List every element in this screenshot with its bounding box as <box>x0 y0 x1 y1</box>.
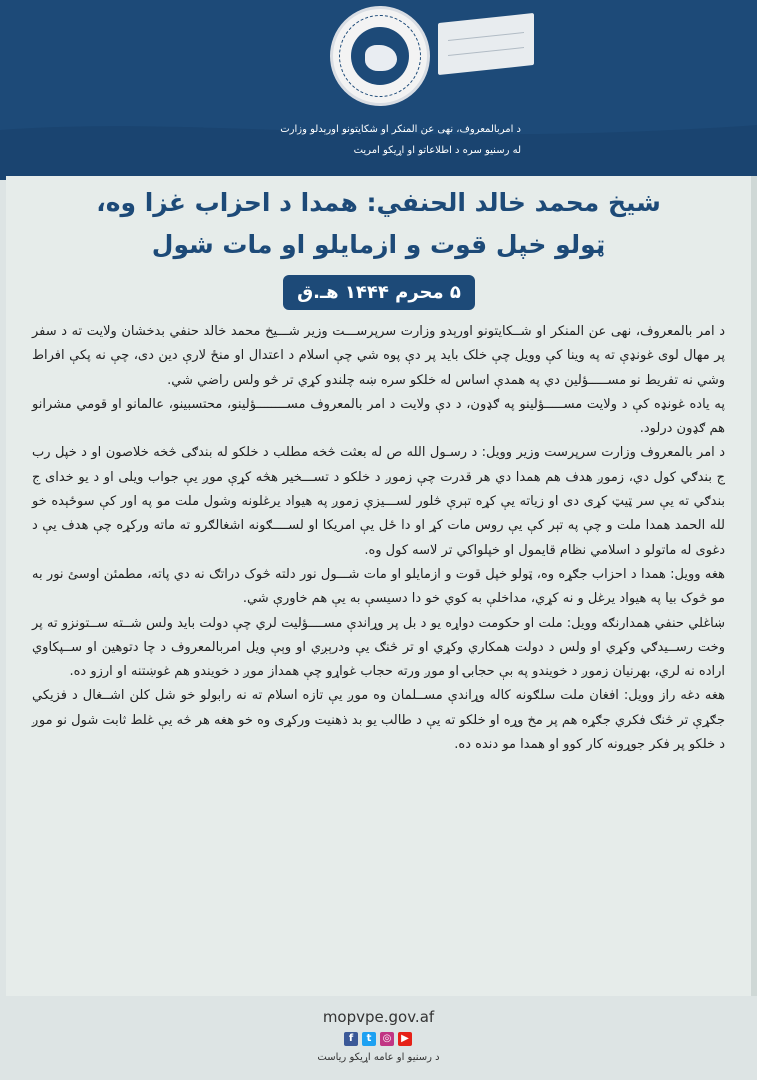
headline-line-2: ټولو خپل قوت و ازمایلو او مات شول <box>151 230 606 259</box>
paragraph: د امر بالمعروف وزارت سرپرست وزیر وویل: د رسـول الله ص له بعثت څخه مطلب د خلکو له بندګی څخه خلاصون او د خپل رب ج بندګي کول دي، زموږ هدف هم همدا دي هر قدرت چې زموږ د خلکو د تســـخیر هڅه کړې موږ یې جواب ویلی او د یو خدای ج بندګي ته یې سر ټیټ کړی دی او زیاته یې کړه تېرې څلور لســـیزې زموږ په هیواد یرغلونه وشول ملت مو په اور کې سوځېده خو لله الحمد همدا ملت و چې په تېر کې یې روس مات کړ او دا ځل یې امریکا او لســــګونه اشغالګرو ته ماته ورکړه چې هدف یې د دغوی له ماتولو د اسلامي نظام قایمول او خپلواکي تر لاسه کول وه. <box>32 445 725 558</box>
paragraph: په یاده غونډه کې د ولایت مســـــؤلینو په ګډون، د دې ولایت د امر بالمعروف مســــــــؤلینو، محتسبینو، عالمانو او قومي مشرانو هم ګډون درلود. <box>32 396 725 437</box>
twitter-icon[interactable]: t <box>362 1032 376 1046</box>
paragraph: هغه وویل: همدا د احزاب جګړه وه، ټولو خپل قوت و ازمایلو او مات شـــول نور دلته څوک دراتګ نه دي پاته، مطمئن اوسئ نور به مو څوک بیا په هیواد یرغل و نه کړي، مداخلې به کوي خو دا دسیسې به یې هم خاورې شي. <box>32 566 725 607</box>
facebook-icon[interactable]: f <box>344 1032 358 1046</box>
youtube-icon[interactable]: ▶ <box>398 1032 412 1046</box>
right-edge-bar <box>751 176 757 996</box>
header-banner <box>0 0 757 172</box>
headline-line-1: شیخ محمد خالد الحنفي: همدا د احزاب غزا وه، <box>96 188 661 217</box>
website-link[interactable]: mopvpe.gov.af <box>322 1008 435 1026</box>
date-badge: ۵ محرم ۱۴۴۴ هـ.ق <box>283 275 475 310</box>
article-body <box>32 320 725 757</box>
paragraph: هغه دغه راز وویل: افغان ملت سلګونه کاله وړاندې مســلمان وه موږ یې تازه اسلام ته نه رابولو خو شل کلن اشــغال د فزیکي جګړې تر څنګ فکري جګړه هم پر مخ وړه او خلکو ته یې د طالب یو بد ذهنیت ورکړی وه خو هغه هر څه یې غلط ثابت شول نو موږ د خلکو پر فکر جوړونه کار کوو او همدا مو دنده ده. <box>32 688 725 753</box>
paragraph: د امر بالمعروف، نهی عن المنکر او شــکایتونو اورېدو وزارت سرپرســـت وزیر شـــیخ محمد خالد حنفي بدخشان ولایت ته د سفر پر مهال لوی غونډې ته په وینا کې وویل چې خلک باید پر دې پوه شي چې اسلام د اعتدال او منځ لارې دین دی، چې نه پکې افراط وشي نه تفریط نو مســـــؤلین دي په همدې اساس له خلکو سره ښه چلندو کړي تر څو ولس راضي شي. <box>32 324 725 388</box>
ministry-name: د امربالمعروف، نهی عن المنکر او شکایتونو اورېدلو وزارت <box>280 124 521 135</box>
paragraph: ښاغلي حنفي همدارنګه وویل: ملت او حکومت دواړه یو د بل پر وړاندې مســــؤلیت لري چې دولت باید ولس شــته ســتونزو ته پر وخت رســیدګي وکړي او ولس د دولت همکاري وکړي او تر څنګ یې ودرېږي او وېې ویل امربالمعروف د چا دتوهین او ســپکاوي اراده نه لري، بهرنیان زموږ د خویندو په بې حجابۍ او موږ ورته حجاب غواړو چې همداز موږ د خویندو هم غوښتنه او ارزو ده. <box>32 615 725 680</box>
flag-emblem <box>438 13 534 75</box>
instagram-icon[interactable]: ◎ <box>380 1032 394 1046</box>
footer-department: د رسنیو او عامه اړیکو ریاست <box>317 1052 440 1063</box>
social-icons <box>344 1032 412 1048</box>
ministry-seal-logo <box>330 6 430 106</box>
directorate-name: له رسنیو سره د اطلاعاتو او اړیکو امریت <box>353 145 521 156</box>
